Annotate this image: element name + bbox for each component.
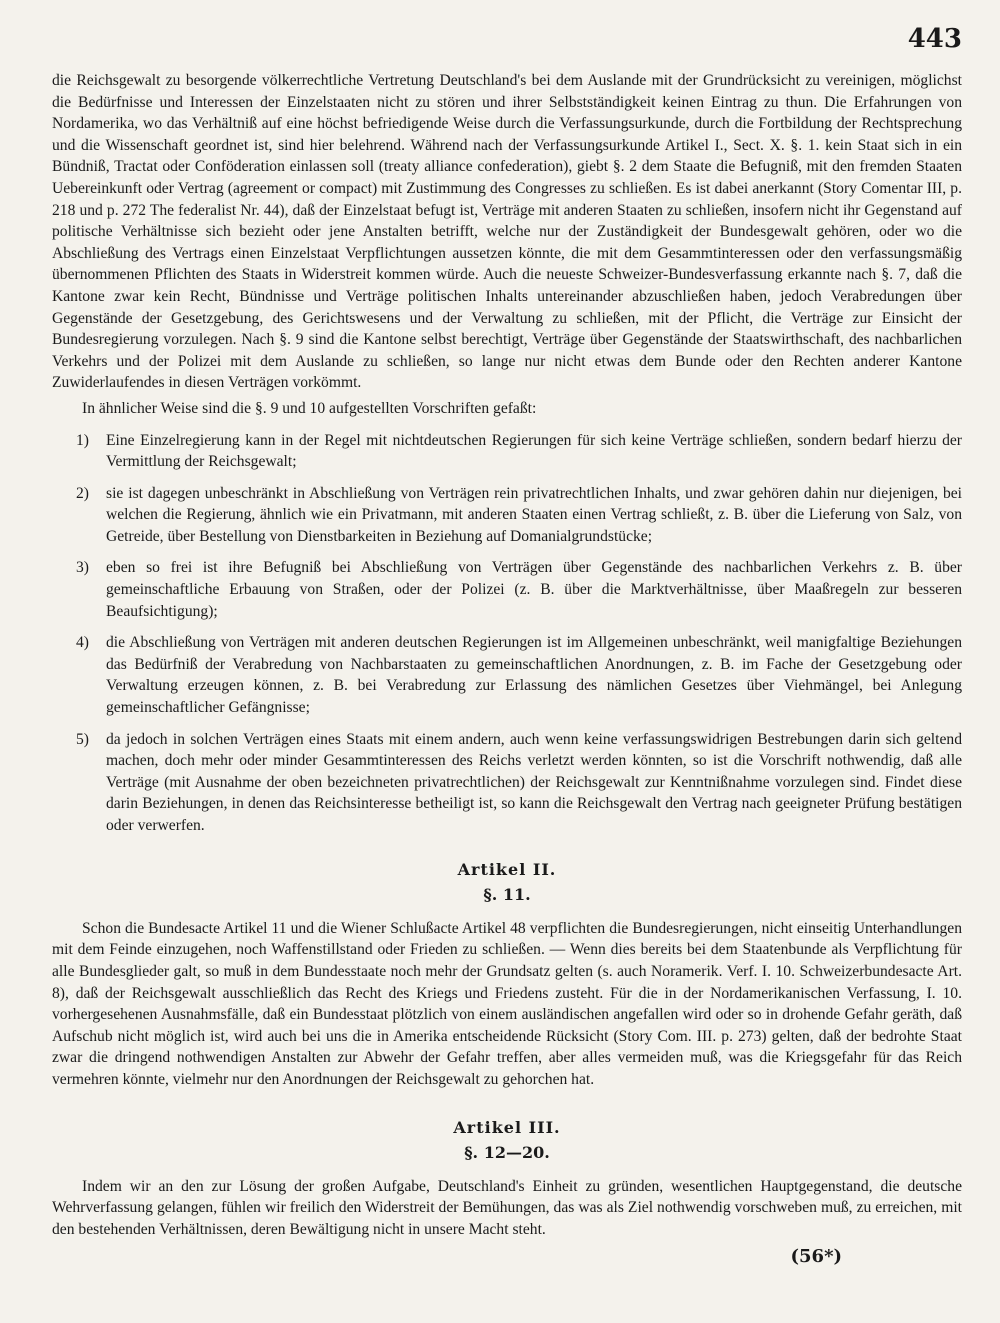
item-text: da jedoch in solchen Verträgen eines Staats mit einem andern, auch wenn keine verfassungswidrigen Bestrebungen darin sich geltend machen, doch mehr oder minder Gesammtinteressen des Reichs verletzt werden könnten, so ist die Vorschrift nothwendig, daß alle Verträge (mit Ausnahme der oben bezeichneten privatrechtlichen) der Reichsgewalt zur Kenntnißnahme vorzulegen sind. Findet diese darin Beziehungen, in denen das Reichsinteresse betheiligt ist, so kann die Reichsgewalt den Vertrag nach geeigneter Prüfung bestätigen oder verwerfen. [106,730,962,834]
item-text: Eine Einzelregierung kann in der Regel mit nichtdeutschen Regierungen für sich keine Verträge schließen, sondern bedarf hierzu der Vermittlung der Reichsgewalt; [106,431,962,471]
article-2-heading: Artikel II. [457,859,557,879]
item-text: eben so frei ist ihre Befugniß bei Abschließung von Verträgen über Gegenstände des nachbarlichen Verkehrs z. B. über gemeinschaftliche Erbauung von Straßen, oder der Polizei (z. B. über die Marktverhältnisse, über Maaßregeln zur besseren Beaufsichtigung); [106,559,962,620]
item-number: 1) [76,431,89,449]
list-item [52,483,962,548]
list-item [52,430,962,473]
paragraph-12-20-heading: §. 12—20. [464,1143,550,1163]
list-item [52,557,962,622]
item-number: 2) [76,484,89,502]
body-text [52,70,962,1241]
article-3-heading: Artikel III. [453,1117,561,1137]
paragraph-11-heading: §. 11. [483,885,531,905]
article-2-text: Schon die Bundesacte Artikel 11 und die Wiener Schlußacte Artikel 48 verpflichten die Bundesregierungen, nicht einseitig Unterhandlungen mit dem Feinde einzugehen, noch Waffenstillstand oder Frieden zu schließen. — Wenn dies bereits bei dem Staatenbunde als Verpflichtung für alle Bundesglieder galt, so muß in dem Bundesstaate noch mehr der Grundsatz gelten (s. auch Noramerik. Verf. I. 10. Schweizerbundesacte Art. 8), daß der Reichsgewalt ausschließlich das Recht des Kriegs und Friedens zusteht. Für die in der Nordamerikanischen Verfassung, I. 10. vorhergesehenen Ausnahmsfälle, daß ein Bundesstaat plötzlich von einem ausländischen angefallen wird oder so in drohende Gefahr geräth, daß Aufschub nicht möglich ist, wird auch bei uns die in Amerika entscheidende Rücksicht (Story Com. III. p. 273) gelten, daß der bedrohte Staat zwar die dringend nothwendigen Anstalten zur Abwehr der Gefahr treffen, aber alles vermeiden muß, was die Kriegsgefahr für das Reich vermehren könnte, vielmehr nur den Anordnungen der Reichsgewalt zu gehorchen hat. [52,919,962,1088]
provision-list [52,430,962,837]
item-text: die Abschließung von Verträgen mit anderen deutschen Regierungen ist im Allgemeinen unbeschränkt, weil manigfaltige Beziehungen das Bedürfniß der Verabredung von Nachbarstaaten zu gemeinschaftlichen Anordnungen, z. B. im Fache der Gesetzgebung oder Verwaltung erzeugen können, z. B. bei Verabredung zur Erlassung des nämlichen Gesetzes über Viehmängel, bei Anlegung gemeinschaftlicher Gefängnisse; [106,634,962,717]
lead-sentence: In ähnlicher Weise sind die §. 9 und 10 aufgestellten Vorschriften gefaßt: [82,399,537,417]
signature-mark: (56*) [790,1246,842,1267]
list-item [52,632,962,718]
list-item [52,729,962,837]
item-number: 4) [76,634,89,652]
intro-paragraph: die Reichsgewalt zu besorgende völkerrechtliche Vertretung Deutschland's bei dem Auslande mit der Grundrücksicht zu vereinigen, möglichst die Bedürfnisse und Interessen der Einzelstaaten nicht zu stören und ihrer Selbstständigkeit keinen Eintrag zu thun. Die Erfahrungen von Nordamerika, wo das Verhältniß auf eine höchst befriedigende Weise durch die Verfassungsurkunde, durch die Fortbildung der Rechtsprechung und die Wissenschaft geordnet ist, sind hier belehrend. Während nach der Verfassungsurkunde Artikel I., Sect. X. §. 1. kein Staat sich in ein Bündniß, Tractat oder Conföderation einlassen soll (treaty alliance confederation), giebt §. 2 dem Staate die Befugniß, mit den fremden Staaten Uebereinkunft oder Vertrag (agreement or compact) mit Zustimmung des Congresses zu schließen. Es ist dabei anerkannt (Story Comentar III, p. 218 und p. 272 The federalist Nr. 44), daß der Einzelstaat befugt ist, Verträge mit anderen Staaten zu schließen, insofern nicht ihr Gegenstand auf politische Verhältnisse sich bezieht oder jene Anstalten betrifft, welche nur der Zuständigkeit der Bundesgewalt gehören, oder wo die Abschließung des Vertrags einen Einzelstaat Verpflichtungen aussetzen könnte, die mit dem Gesammtinteressen oder den verfassungsmäßig übernommenen Pflichten des Staats in Widerstreit kommen würde. Auch die neueste Schweizer-Bundesverfassung erkannte nach §. 7, daß die Kantone zwar kein Recht, Bündnisse und Verträge politischen Inhalts untereinander abzuschließen haben, jedoch Verabredungen über Gegenstände der Gesetzgebung, des Gerichtswesens und der Verwaltung zu schließen, mit der Pflicht, die Verträge zur Einsicht der Bundesregierung vorzulegen. Nach §. 9 sind die Kantone selbst berechtigt, Verträge über Gegenstände der Staatswirthschaft, des nachbarlichen Verkehrs und der Polizei mit dem Auslande zu schließen, so lange nur nicht etwas dem Bunde oder den Rechten anderer Kantone Zuwiderlaufendes in diesen Verträgen vorkömmt. [52,72,962,392]
item-text: sie ist dagegen unbeschränkt in Abschließung von Verträgen rein privatrechtlichen Inhalts, und zwar gehören dahin nur diejenigen, bei welchen die Regierung, ähnlich wie ein Privatmann, mit anderen Staaten einen Vertrag schließt, z. B. über die Lieferung von Salz, von Getreide, über Bestellung von Dienstbarkeiten in Beziehung auf Domanialgrundstücke; [106,484,962,545]
page-number: 443 [907,24,962,54]
article-3-text: Indem wir an den zur Lösung der großen Aufgabe, Deutschland's Einheit zu gründen, wesentlichen Hauptgegenstand, die deutsche Wehrverfassung gelangen, fühlen wir freilich den Widerstreit der Bemühungen, das was als Ziel nothwendig vorschweben muß, zu erreichen, mit den bestehenden Verhältnissen, deren Bewältigung nicht in unsere Macht steht. [52,1177,962,1238]
item-number: 3) [76,559,89,577]
item-number: 5) [76,730,89,748]
